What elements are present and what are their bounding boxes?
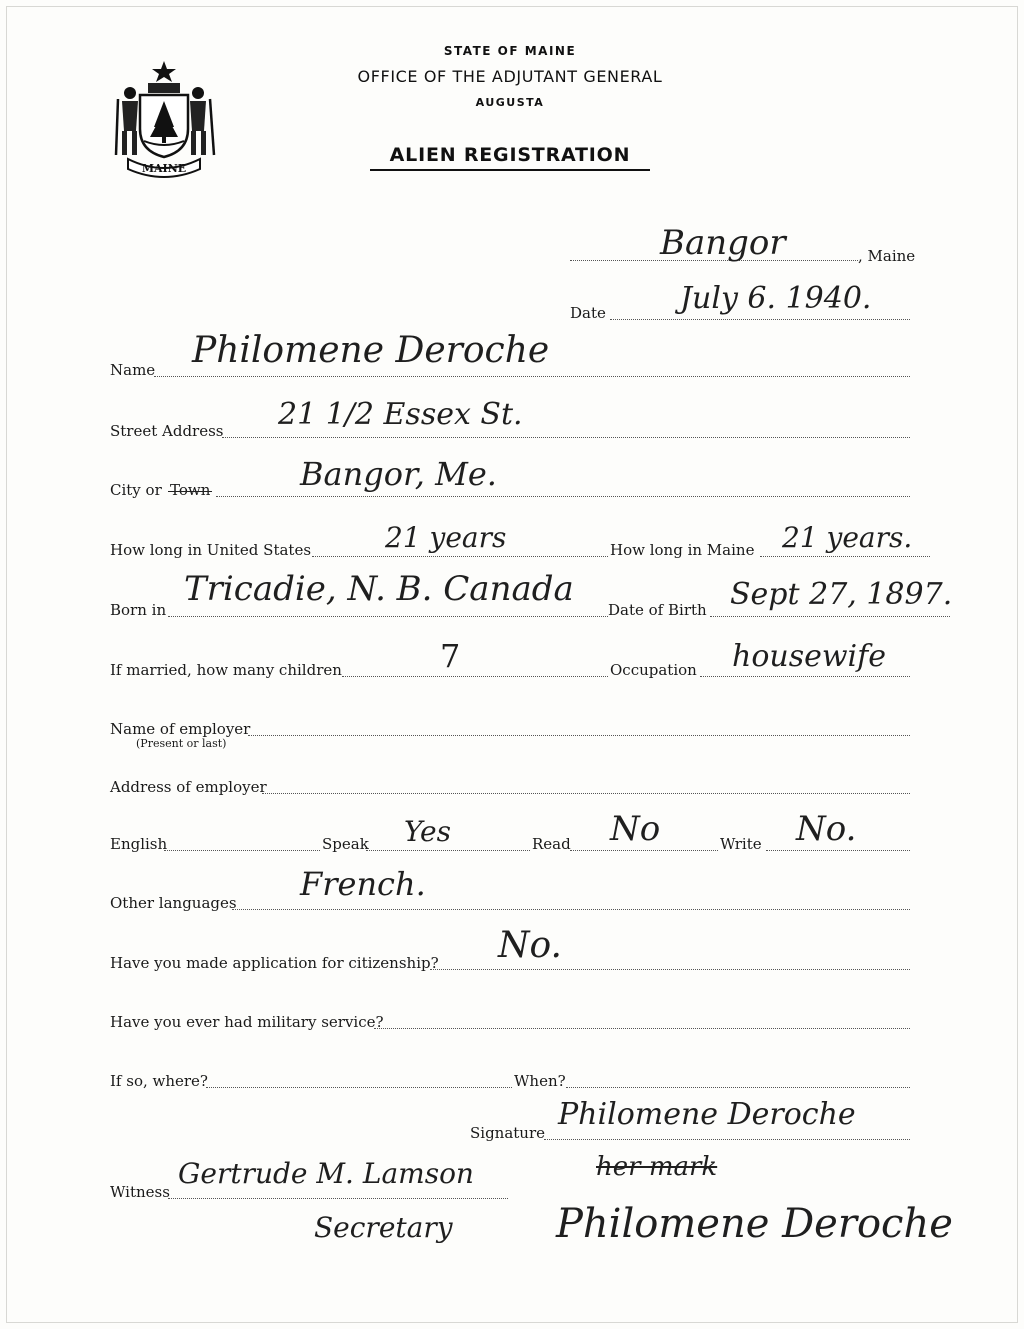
write-line bbox=[766, 850, 910, 851]
citizenship-value[interactable]: No. bbox=[498, 925, 562, 966]
street-label: Street Address bbox=[110, 422, 224, 440]
city-label: City or bbox=[110, 481, 162, 499]
children-line bbox=[342, 676, 608, 677]
where-label: If so, where? bbox=[110, 1072, 208, 1090]
english-line bbox=[164, 850, 320, 851]
witness-value[interactable]: Gertrude M. Lamson bbox=[178, 1157, 474, 1190]
town-label-struck: Town bbox=[170, 481, 211, 499]
military-line[interactable] bbox=[374, 1028, 910, 1029]
how-long-us-label: How long in United States bbox=[110, 541, 312, 559]
header-city: AUGUSTA bbox=[475, 96, 545, 109]
employer-address-line[interactable] bbox=[262, 793, 910, 794]
name-value[interactable]: Philomene Deroche bbox=[192, 330, 550, 371]
witness-line bbox=[168, 1198, 508, 1199]
place-value[interactable]: Bangor bbox=[660, 223, 786, 263]
maine-seal-icon bbox=[108, 55, 220, 185]
signature-value[interactable]: Philomene Deroche bbox=[558, 1097, 856, 1132]
signature-line bbox=[544, 1139, 910, 1140]
born-in-value[interactable]: Tricadie, N. B. Canada bbox=[184, 569, 574, 609]
employer-address-label: Address of employer bbox=[110, 778, 267, 796]
employer-sub-label: (Present or last) bbox=[136, 737, 227, 750]
header-office: OFFICE OF THE ADJUTANT GENERAL bbox=[357, 67, 663, 86]
speak-value[interactable]: Yes bbox=[404, 815, 451, 848]
employer-name-label: Name of employer bbox=[110, 720, 251, 738]
where-line[interactable] bbox=[206, 1087, 512, 1088]
her-mark-struck: her mark bbox=[596, 1152, 718, 1182]
svg-text:MAINE: MAINE bbox=[141, 162, 187, 175]
other-languages-line bbox=[232, 909, 910, 910]
how-long-maine-line bbox=[760, 556, 930, 557]
how-long-maine-value[interactable]: 21 years. bbox=[782, 521, 913, 554]
speak-line bbox=[366, 850, 530, 851]
name-label: Name bbox=[110, 361, 156, 379]
date-label: Date bbox=[570, 304, 606, 322]
when-line[interactable] bbox=[566, 1087, 910, 1088]
children-value[interactable]: 7 bbox=[440, 637, 461, 675]
speak-label: Speak bbox=[322, 835, 369, 853]
read-value[interactable]: No bbox=[610, 809, 661, 849]
dob-line bbox=[710, 616, 950, 617]
citizenship-label: Have you made application for citizenship? bbox=[110, 954, 439, 972]
how-long-maine-label: How long in Maine bbox=[610, 541, 755, 559]
date-line bbox=[610, 319, 910, 320]
street-line bbox=[222, 437, 910, 438]
occupation-label: Occupation bbox=[610, 661, 697, 679]
city-line bbox=[216, 496, 910, 497]
married-label: If married, how many children bbox=[110, 661, 342, 679]
citizenship-line bbox=[430, 969, 910, 970]
name-line bbox=[154, 376, 910, 377]
read-line bbox=[570, 850, 718, 851]
read-label: Read bbox=[532, 835, 571, 853]
born-in-line bbox=[168, 616, 608, 617]
how-long-us-value[interactable]: 21 years bbox=[385, 521, 507, 554]
employer-name-line[interactable] bbox=[248, 735, 910, 736]
city-value[interactable]: Bangor, Me. bbox=[300, 455, 497, 493]
other-languages-label: Other languages bbox=[110, 894, 237, 912]
header-state: STATE OF MAINE bbox=[443, 44, 577, 58]
when-label: When? bbox=[514, 1072, 566, 1090]
born-in-label: Born in bbox=[110, 601, 167, 619]
form-title: ALIEN REGISTRATION bbox=[370, 144, 650, 171]
signature-2-value: Philomene Deroche bbox=[556, 1201, 953, 1247]
write-value[interactable]: No. bbox=[796, 809, 857, 849]
english-label: English bbox=[110, 835, 168, 853]
other-languages-value[interactable]: French. bbox=[300, 865, 426, 903]
occupation-value[interactable]: housewife bbox=[732, 639, 886, 674]
occupation-line bbox=[700, 676, 910, 677]
witness-title: Secretary bbox=[314, 1211, 453, 1244]
street-value[interactable]: 21 1/2 Essex St. bbox=[278, 397, 523, 432]
write-label: Write bbox=[720, 835, 762, 853]
maine-label: , Maine bbox=[858, 247, 916, 265]
dob-value[interactable]: Sept 27, 1897. bbox=[730, 577, 953, 612]
dob-label: Date of Birth bbox=[608, 601, 707, 619]
military-label: Have you ever had military service? bbox=[110, 1013, 384, 1031]
date-value[interactable]: July 6. 1940. bbox=[680, 281, 872, 316]
how-long-us-line bbox=[312, 556, 608, 557]
signature-label: Signature bbox=[470, 1124, 546, 1142]
witness-label: Witness bbox=[110, 1183, 170, 1201]
